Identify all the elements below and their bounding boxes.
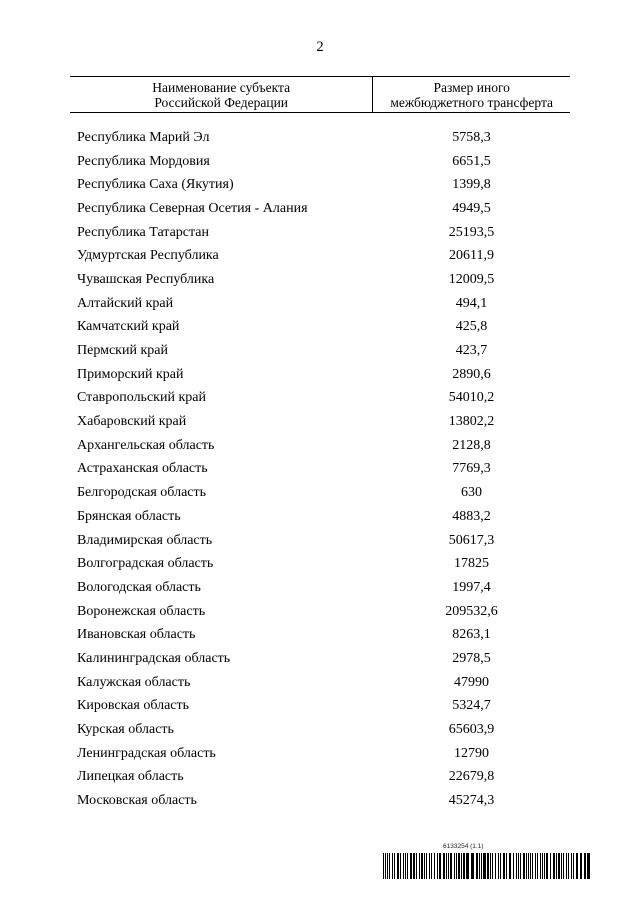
header-region-name [70,77,373,112]
header-transfer-amount-line1: Размер иного [433,79,510,95]
region-name: Ивановская область [77,627,196,643]
table-row [70,268,570,292]
transfer-amount: 54010,2 [448,390,495,406]
table-row [70,244,570,268]
region-name: Ставропольский край [77,390,206,406]
header-region-name-line1: Наименование субъекта [152,79,291,95]
table-row [70,481,570,505]
region-name: Курская область [77,722,174,738]
region-name: Чувашская Республика [77,271,215,287]
table-row [70,458,570,482]
table-row [70,789,570,813]
region-name: Астраханская область [77,461,208,477]
transfer-amount: 6651,5 [452,153,491,169]
table-row [70,221,570,245]
transfer-amount: 20611,9 [449,248,494,264]
region-name: Калужская область [77,674,191,690]
region-name: Волгоградская область [77,556,214,572]
transfer-amount: 65603,9 [448,722,495,738]
transfer-amount: 12009,5 [448,271,495,287]
table-row [70,552,570,576]
transfer-amount: 47990 [454,674,489,690]
table-row [70,363,570,387]
region-name: Республика Мордовия [77,153,210,169]
table-row [70,387,570,411]
transfer-amount: 5758,3 [452,129,491,145]
table-row [70,766,570,790]
region-name: Вологодская область [77,579,201,595]
transfer-table [70,76,570,813]
transfer-amount: 5324,7 [452,698,491,714]
transfer-amount: 8263,1 [452,627,491,643]
transfer-amount: 50617,3 [448,532,495,548]
region-name: Калининградская область [77,650,231,666]
transfer-amount: 13802,2 [448,414,495,430]
table-row [70,718,570,742]
table-row [70,505,570,529]
table-header [70,76,570,113]
table-row [70,316,570,340]
transfer-amount: 45274,3 [448,793,495,809]
table-row [70,576,570,600]
header-transfer-amount-line2: межбюджетного трансферта [390,94,554,110]
region-name: Приморский край [77,366,184,382]
transfer-amount: 423,7 [455,343,488,359]
region-name: Пермский край [77,343,168,359]
page-number: 2 [316,39,324,55]
region-name: Алтайский край [77,295,174,311]
region-name: Архангельская область [77,437,215,453]
transfer-amount: 1997,4 [452,579,491,595]
table-row [70,197,570,221]
table-row [70,339,570,363]
region-name: Владимирская область [77,532,213,548]
region-name: Кировская область [77,698,190,714]
transfer-amount: 209532,6 [445,603,498,619]
region-name: Хабаровский край [77,414,187,430]
table-row [70,695,570,719]
region-name: Удмуртская Республика [77,248,219,264]
region-name: Брянская область [77,508,181,524]
region-name: Республика Саха (Якутия) [77,177,234,193]
region-name: Московская область [77,793,197,809]
table-row [70,150,570,174]
transfer-amount: 22679,8 [448,769,495,785]
table-body [70,126,570,813]
transfer-amount: 7769,3 [452,461,491,477]
table-row [70,742,570,766]
table-row [70,434,570,458]
table-row [70,600,570,624]
transfer-amount: 4883,2 [452,508,491,524]
transfer-amount: 630 [461,485,482,501]
region-name: Камчатский край [77,319,180,335]
document-stamp [383,843,590,879]
table-row [70,410,570,434]
transfer-amount: 12790 [454,745,489,761]
table-row [70,529,570,553]
table-row [70,126,570,150]
table-row [70,671,570,695]
transfer-amount: 2978,5 [452,650,491,666]
region-name: Республика Марий Эл [77,129,210,145]
table-row [70,173,570,197]
transfer-amount: 17825 [454,556,489,572]
document-code: 6133254 (1.1) [443,843,484,850]
transfer-amount: 1399,8 [452,177,491,193]
transfer-amount: 425,8 [455,319,488,335]
region-name: Липецкая область [77,769,184,785]
region-name: Республика Северная Осетия - Алания [77,200,308,216]
region-name: Республика Татарстан [77,224,210,240]
region-name: Ленинградская область [77,745,216,761]
table-row [70,647,570,671]
table-row [70,623,570,647]
transfer-amount: 4949,5 [452,200,491,216]
transfer-amount: 494,1 [455,295,488,311]
transfer-amount: 2128,8 [452,437,491,453]
header-region-name-line2: Российской Федерации [154,94,289,110]
transfer-amount: 2890,6 [452,366,491,382]
region-name: Воронежская область [77,603,206,619]
region-name: Белгородская область [77,485,207,501]
table-row [70,292,570,316]
barcode-image [383,853,590,879]
header-transfer-amount [373,77,570,112]
transfer-amount: 25193,5 [448,224,495,240]
